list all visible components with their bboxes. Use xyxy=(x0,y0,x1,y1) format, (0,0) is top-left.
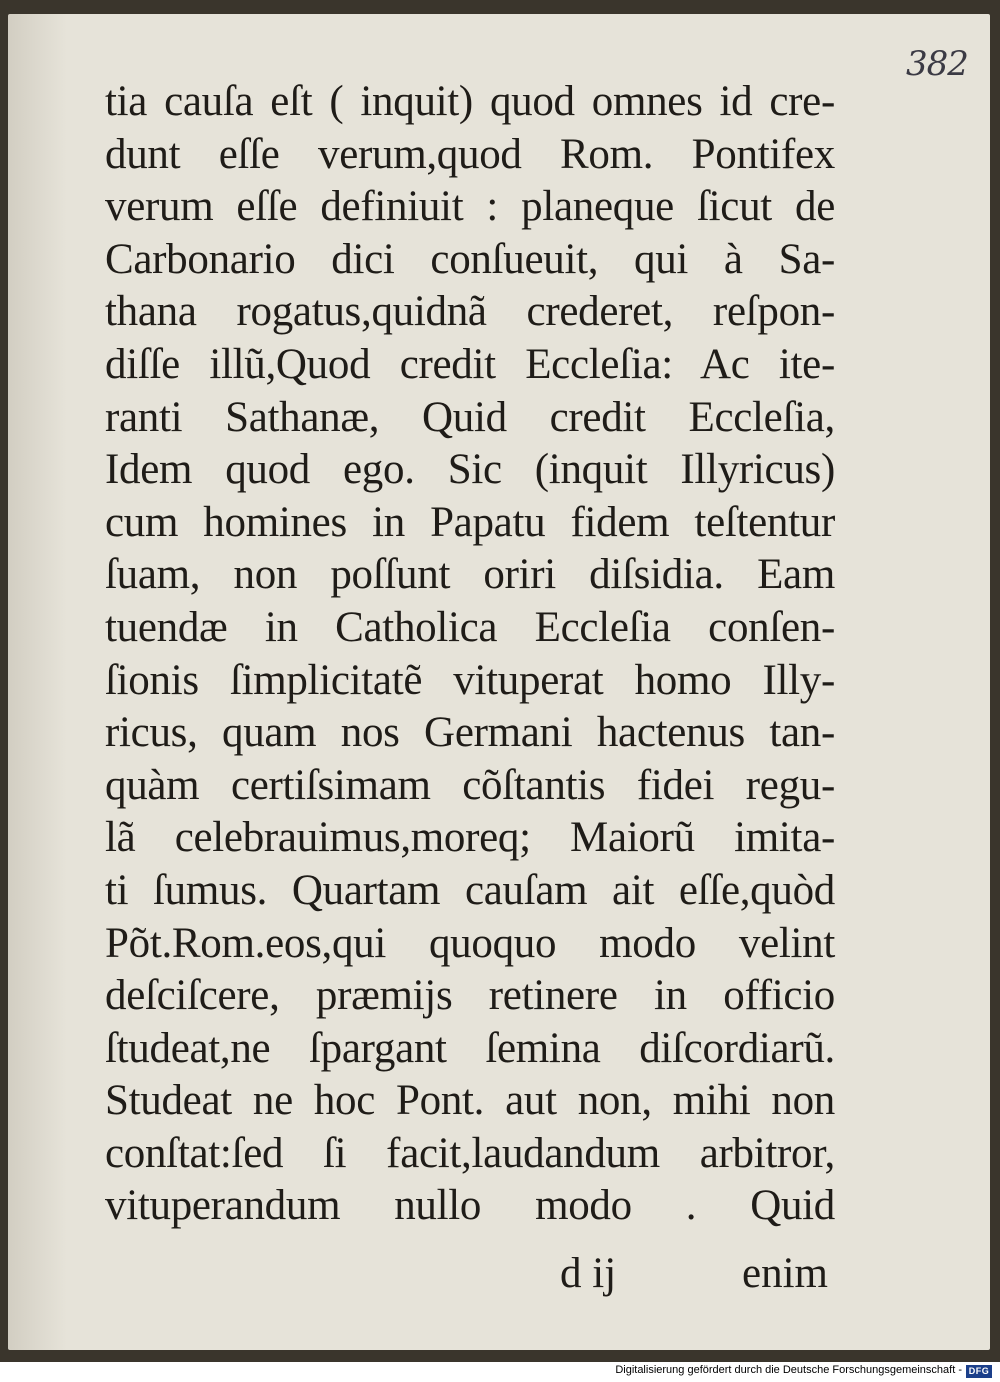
funding-credit: Digitalisierung gefördert durch die Deutsche Forschungsgemeinschaft - xyxy=(615,1364,962,1376)
text-line: lã celebrauimus,moreq; Maiorũ imita- xyxy=(105,814,835,862)
text-line: ricus, quam nos Germani hactenus tan- xyxy=(105,709,835,757)
text-line: tia cauſa eſt ( inquit) quod omnes id cre- xyxy=(105,78,835,125)
text-line: Studeat ne hoc Pont. aut non, mihi non xyxy=(105,1077,835,1125)
text-line: ſtudeat,ne ſpargant ſemina diſcordiarũ. xyxy=(105,1024,835,1072)
text-line: dunt eſſe verum,quod Rom. Pontifex xyxy=(105,130,835,178)
text-line: Idem quod ego. Sic (inquit Illyricus) xyxy=(105,446,835,494)
text-line: conſtat:ſed ſi facit,laudandum arbitror, xyxy=(105,1129,835,1177)
catchword: enim xyxy=(742,1250,828,1297)
text-line: Carbonario dici conſueuit, qui à Sa- xyxy=(105,235,835,283)
text-line: ranti Sathanæ, Quid credit Eccleſia, xyxy=(105,393,835,441)
text-line: tuendæ in Catholica Eccleſia conſen- xyxy=(105,603,835,651)
page-number: 382 xyxy=(906,44,968,84)
dfg-logo: DFG xyxy=(966,1365,992,1378)
text-line: ſuam, non poſſunt oriri diſsidia. Eam xyxy=(105,551,835,599)
text-line: quàm certiſsimam cõſtantis fidei regu- xyxy=(105,761,835,809)
text-line: ti ſumus. Quartam cauſam ait eſſe,quòd xyxy=(105,866,835,914)
signature-mark: d ij xyxy=(560,1250,617,1297)
text-line: cum homines in Papatu fidem teſtentur xyxy=(105,498,835,546)
text-line: thana rogatus,quidnã crederet, reſpon- xyxy=(105,288,835,336)
footer-bar xyxy=(0,1362,1000,1382)
text-line: vituperandum nullo modo . Quid xyxy=(105,1182,835,1230)
text-line: Põt.Rom.eos,qui quoquo modo velint xyxy=(105,919,835,967)
text-line: deſciſcere, præmijs retinere in officio xyxy=(105,972,835,1020)
body-text xyxy=(105,76,835,1233)
text-line: verum eſſe definiuit : planeque ſicut de xyxy=(105,183,835,231)
text-line: diſſe illũ,Quod credit Eccleſia: Ac ite- xyxy=(105,340,835,388)
text-line: ſionis ſimplicitatẽ vituperat homo Illy- xyxy=(105,656,835,704)
